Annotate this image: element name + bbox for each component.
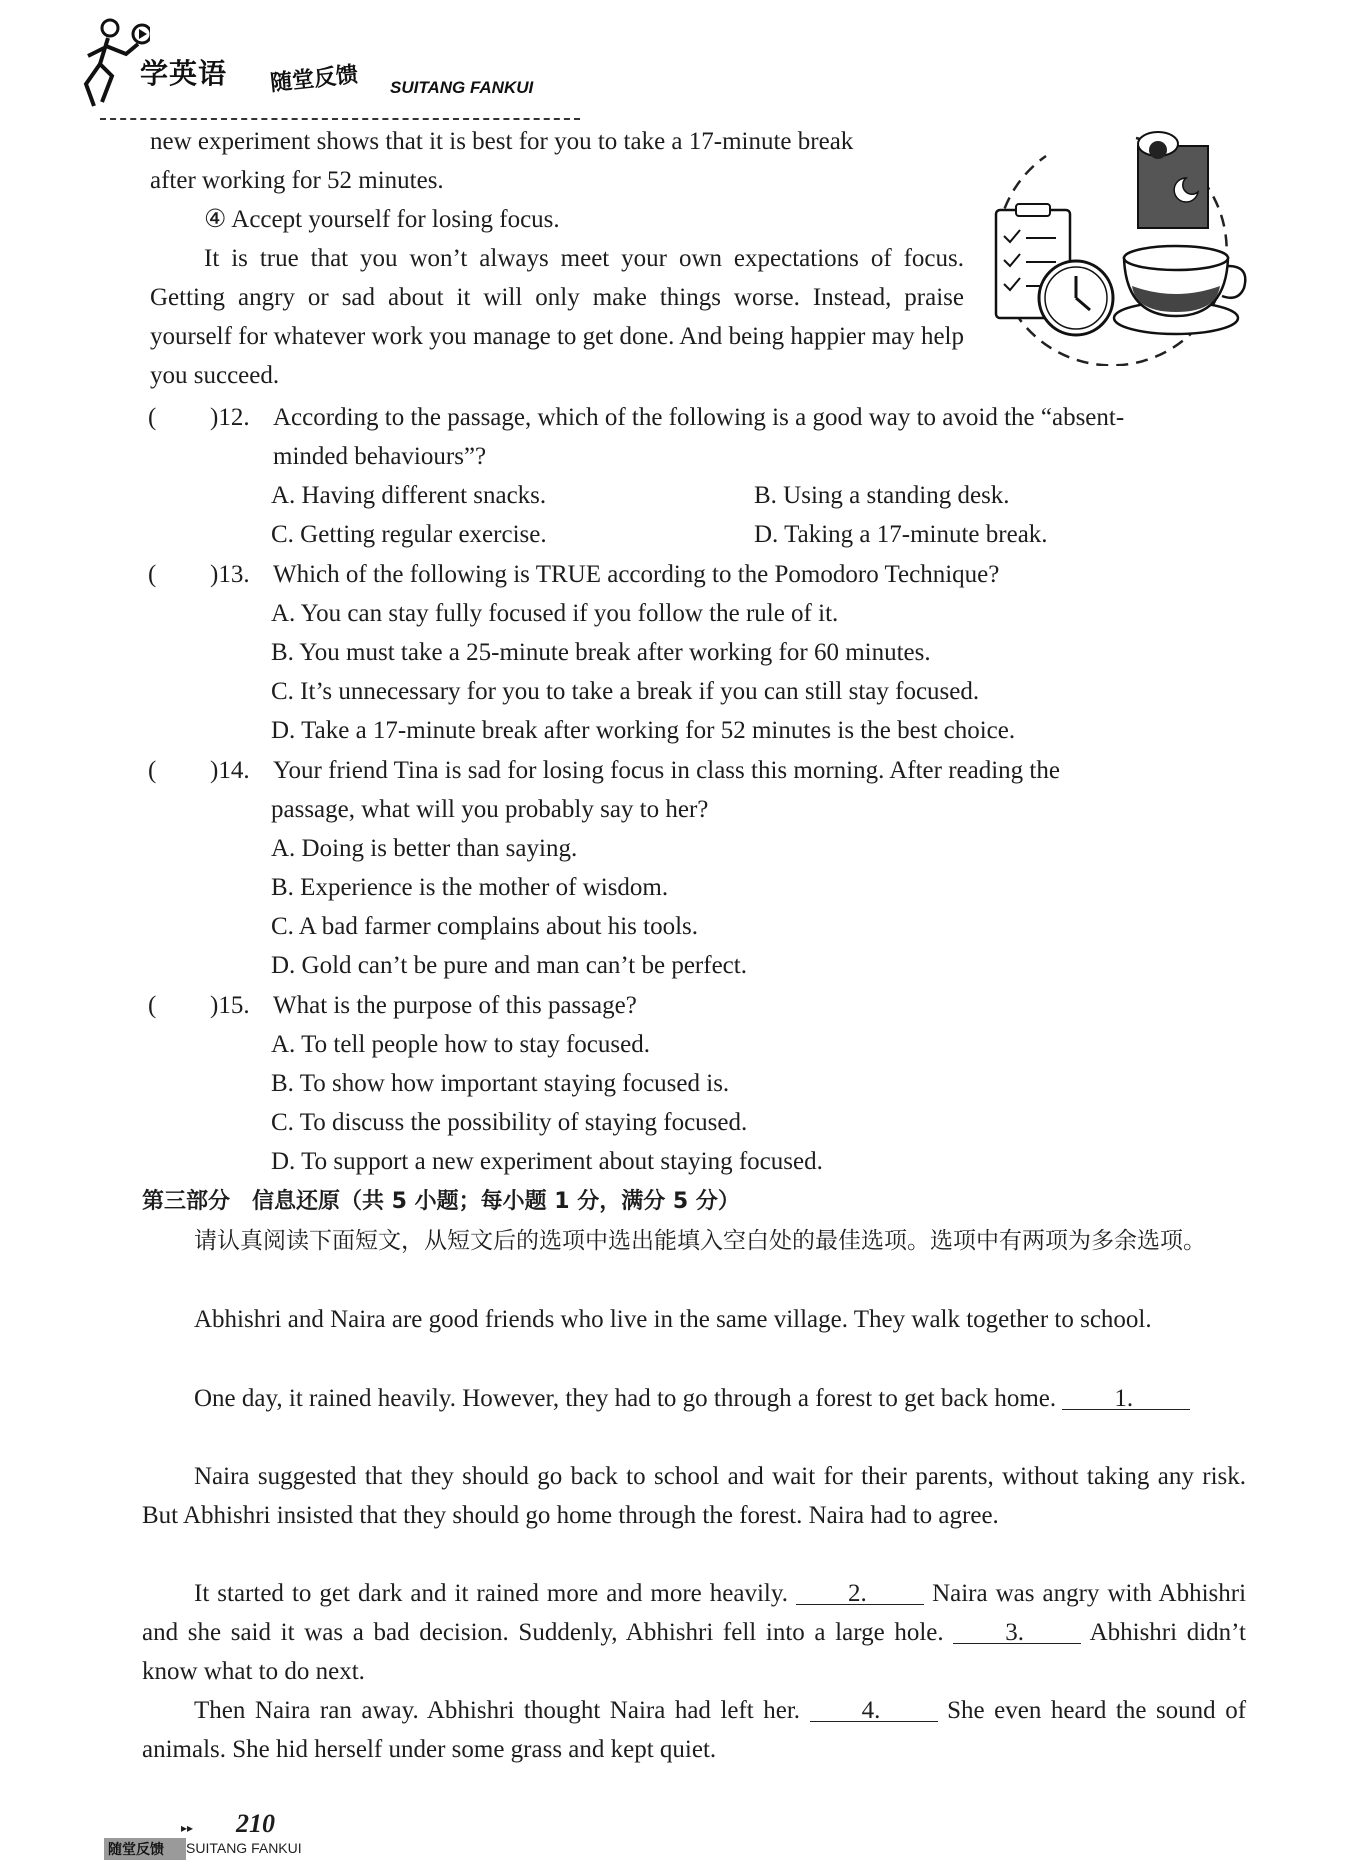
- answer-paren: (: [148, 561, 157, 588]
- question-number: )12.: [210, 404, 250, 431]
- header-subtitle-cn: 随堂反馈: [269, 62, 360, 97]
- blank-2[interactable]: 2.: [796, 1574, 924, 1605]
- option: A. Doing is better than saying.: [271, 835, 578, 862]
- option: D. To support a new experiment about staying focused.: [271, 1148, 823, 1175]
- blank-4[interactable]: 4.: [810, 1691, 938, 1722]
- story-paragraph: Then Naira ran away. Abhishri thought Naira had left her. 4. She even heard the sound of animals. She hid herself under some grass and kept quiet.: [142, 1691, 1246, 1769]
- header-divider: [100, 118, 580, 120]
- section-heading: 第三部分 信息还原（共 5 小题；每小题 1 分，满分 5 分）: [142, 1189, 740, 1214]
- passage-line: after working for 52 minutes.: [150, 167, 444, 194]
- coffee-cup-icon: [1114, 246, 1245, 334]
- section-instruction: 请认真阅读下面短文，从短文后的选项中选出能填入空白处的最佳选项。选项中有两项为多余选项。: [194, 1228, 1206, 1254]
- page-header: [80, 14, 600, 114]
- footer-label-cn: 随堂反馈: [108, 1842, 164, 1858]
- tip-body: It is true that you won’t always meet your own expectations of focus. Getting angry or sad about it will only make things worse. Instead, praise yourself for whatever work you manage to get done. And being happier may help you succeed.: [150, 245, 964, 389]
- clock-icon: [1039, 261, 1113, 335]
- option: B. To show how important staying focused is.: [271, 1070, 730, 1097]
- passage-line: new experiment shows that it is best for you to take a 17-minute break: [150, 128, 854, 155]
- illustration-image: [986, 126, 1254, 366]
- question-number: )13.: [210, 561, 250, 588]
- story-paragraph: Naira suggested that they should go back to school and wait for their parents, without taking any risk. But Abhishri insisted that they should go home through the forest. Naira had to agree.: [142, 1463, 1246, 1529]
- answer-paren: (: [148, 757, 157, 784]
- footer-label-en: SUITANG FANKUI: [186, 1840, 302, 1856]
- option: C. To discuss the possibility of staying focused.: [271, 1109, 748, 1136]
- option: C. A bad farmer complains about his tools.: [271, 913, 699, 940]
- question-stem: minded behaviours”?: [273, 443, 487, 470]
- question-number: )14.: [210, 757, 250, 784]
- blank-3[interactable]: 3.: [953, 1613, 1081, 1644]
- story-paragraph: Abhishri and Naira are good friends who live in the same village. They walk together to school.: [194, 1306, 1152, 1333]
- question-stem: What is the purpose of this passage?: [273, 992, 637, 1019]
- option: B. You must take a 25-minute break after working for 60 minutes.: [271, 639, 931, 666]
- header-subtitle-en: SUITANG FANKUI: [390, 78, 534, 97]
- story-paragraph: It started to get dark and it rained more and more heavily. 2. Naira was angry with Abhishri and she said it was a bad decision. Suddenly, Abhishri fell into a large hole. 3. Abhishri didn’t know what to do next.: [142, 1574, 1246, 1691]
- option: A. To tell people how to stay focused.: [271, 1031, 650, 1058]
- option: C. Getting regular exercise.: [271, 521, 547, 548]
- option: D. Take a 17-minute break after working for 52 minutes is the best choice.: [271, 717, 1016, 744]
- answer-paren: (: [148, 404, 157, 431]
- question-stem: Which of the following is TRUE according to the Pomodoro Technique?: [273, 561, 1000, 588]
- option: A. Having different snacks.: [271, 482, 547, 509]
- option: B. Using a standing desk.: [754, 482, 1010, 509]
- answer-paren: (: [148, 992, 157, 1019]
- blank-1[interactable]: 1.: [1062, 1379, 1190, 1410]
- tip-heading: ④ Accept yourself for losing focus.: [204, 206, 560, 233]
- question-number: )15.: [210, 992, 250, 1019]
- option: A. You can stay fully focused if you follow the rule of it.: [271, 600, 839, 627]
- option: C. It’s unnecessary for you to take a break if you can still stay focused.: [271, 678, 980, 705]
- sleeping-person-icon: [1138, 132, 1208, 228]
- question-stem: passage, what will you probably say to her?: [271, 796, 709, 823]
- question-stem: According to the passage, which of the following is a good way to avoid the “absent-: [273, 404, 1125, 431]
- header-title: 学英语: [140, 57, 228, 90]
- footer-arrows-icon: ▸▸: [181, 1821, 194, 1835]
- option: B. Experience is the mother of wisdom.: [271, 874, 669, 901]
- option: D. Taking a 17-minute break.: [754, 521, 1048, 548]
- page-number: 210: [236, 1809, 275, 1838]
- question-stem: Your friend Tina is sad for losing focus in class this morning. After reading the: [273, 757, 1060, 784]
- option: D. Gold can’t be pure and man can’t be perfect.: [271, 952, 747, 979]
- story-paragraph: One day, it rained heavily. However, they had to go through a forest to get back home. 1.: [142, 1379, 1246, 1418]
